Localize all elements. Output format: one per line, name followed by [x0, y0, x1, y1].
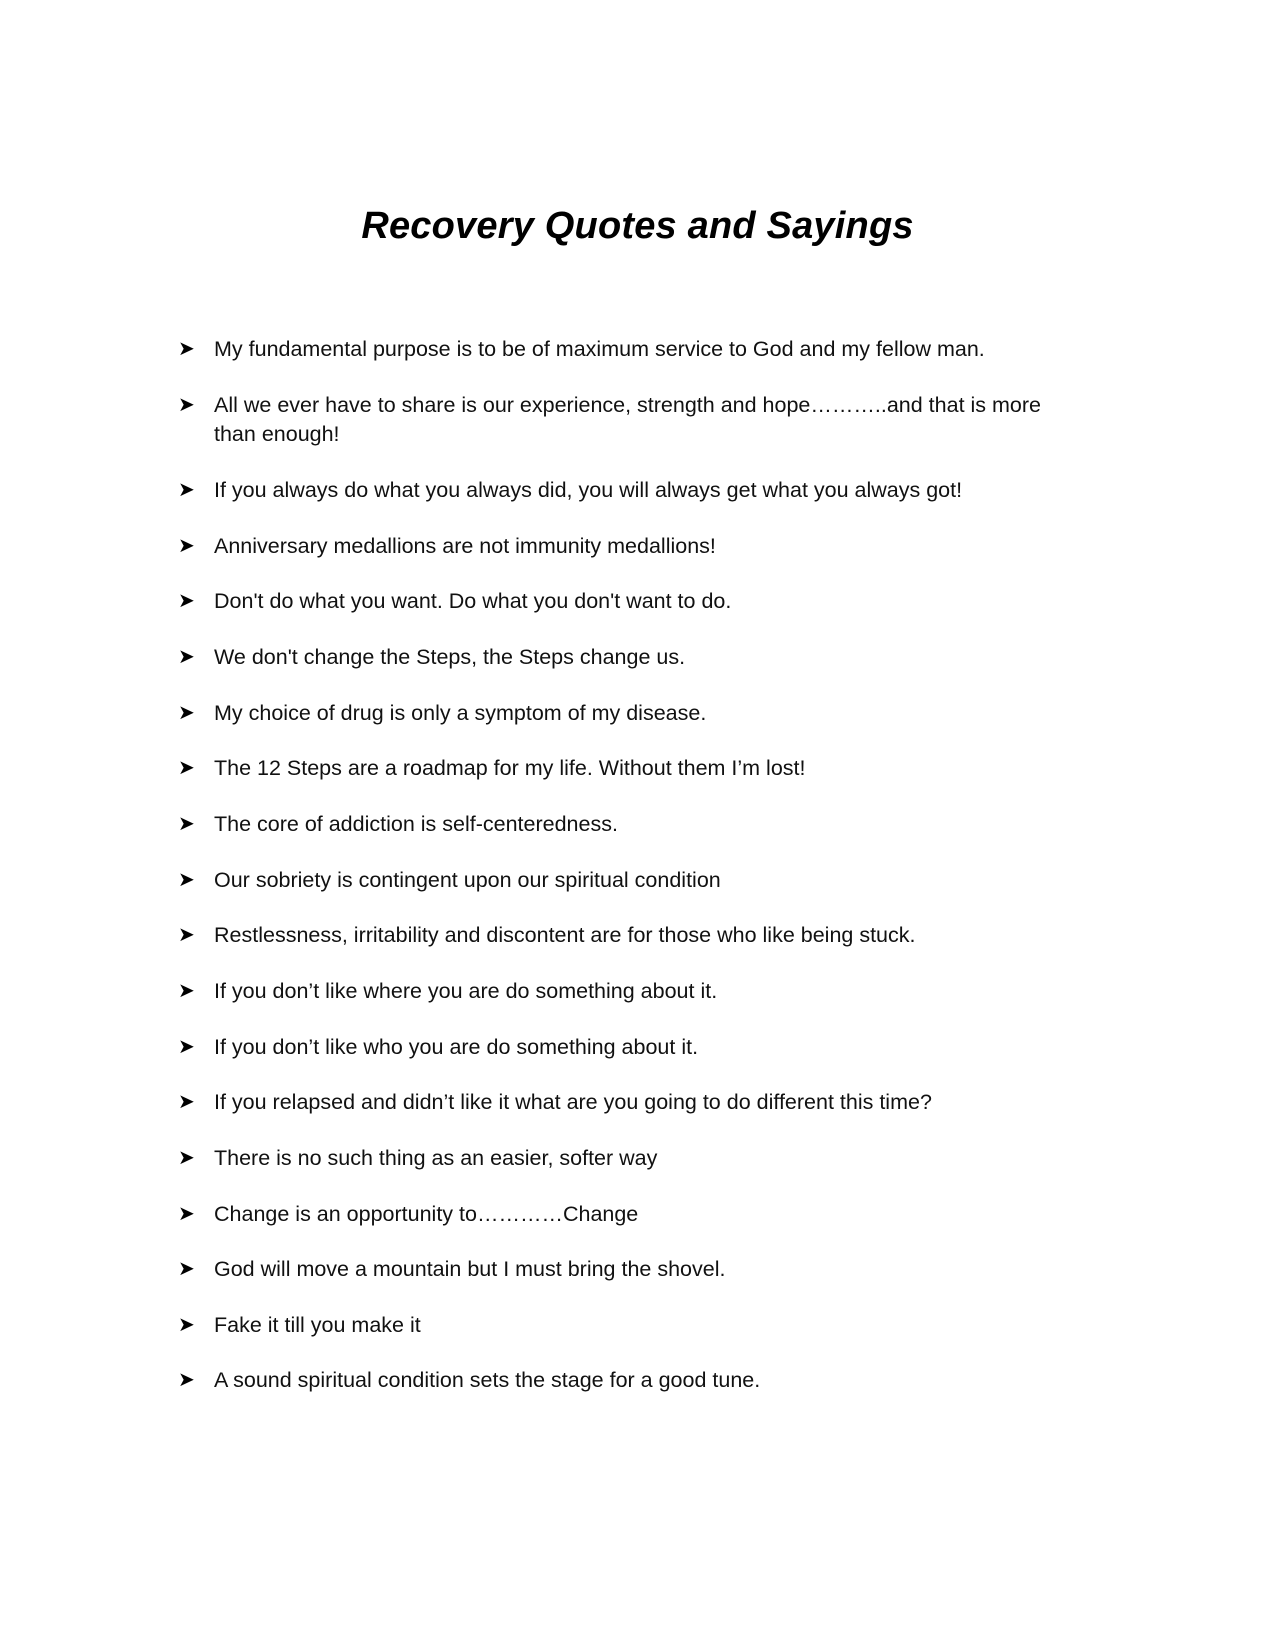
- arrow-bullet-icon: ➤: [178, 699, 195, 724]
- quote-text: Fake it till you make it: [214, 1312, 421, 1337]
- arrow-bullet-icon: ➤: [178, 476, 195, 501]
- quote-text: There is no such thing as an easier, softer way: [214, 1145, 658, 1170]
- quote-text: Don't do what you want. Do what you don't want to do.: [214, 589, 732, 614]
- quote-text: All we ever have to share is our experience, strength and hope………..and that is more than enough!: [214, 392, 1041, 447]
- arrow-bullet-icon: ➤: [178, 336, 195, 360]
- quote-text: Anniversary medallions are not immunity medallions!: [214, 533, 716, 558]
- list-item: [178, 1255, 1078, 1285]
- list-item: [178, 532, 1078, 562]
- list-item: [178, 643, 1078, 673]
- arrow-bullet-icon: ➤: [178, 755, 195, 780]
- arrow-bullet-icon: ➤: [178, 1033, 195, 1058]
- list-item: [178, 754, 1078, 784]
- list-item: [178, 391, 1078, 450]
- list-item: [178, 587, 1078, 617]
- list-item: [178, 1311, 1078, 1341]
- arrow-bullet-icon: ➤: [178, 1367, 195, 1392]
- page-title: Recovery Quotes and Sayings: [361, 205, 914, 248]
- quote-text: The 12 Steps are a roadmap for my life. Without them I’m lost!: [214, 756, 806, 781]
- arrow-bullet-icon: ➤: [178, 532, 195, 557]
- arrow-bullet-icon: ➤: [178, 1089, 195, 1114]
- arrow-bullet-icon: ➤: [178, 810, 195, 835]
- quote-text: If you don’t like where you are do something about it.: [214, 978, 718, 1003]
- list-item: [178, 1144, 1078, 1174]
- list-item: [178, 699, 1078, 729]
- quote-text: If you always do what you always did, you will always get what you always got!: [214, 477, 963, 502]
- arrow-bullet-icon: ➤: [178, 391, 195, 416]
- quote-text: My fundamental purpose is to be of maximum service to God and my fellow man.: [214, 337, 985, 361]
- arrow-bullet-icon: ➤: [178, 922, 195, 947]
- quote-text: Change is an opportunity to…………Change: [214, 1201, 639, 1226]
- list-item: [178, 866, 1078, 896]
- list-item: [178, 476, 1078, 506]
- arrow-bullet-icon: ➤: [178, 643, 195, 668]
- arrow-bullet-icon: ➤: [178, 866, 195, 891]
- quote-text: God will move a mountain but I must bring the shovel.: [214, 1257, 726, 1282]
- quote-list: [178, 335, 1078, 1422]
- arrow-bullet-icon: ➤: [178, 1311, 195, 1336]
- quote-text: If you relapsed and didn’t like it what are you going to do different this time?: [214, 1090, 932, 1115]
- quote-text: A sound spiritual condition sets the stage for a good tune.: [214, 1368, 761, 1393]
- arrow-bullet-icon: ➤: [178, 588, 195, 613]
- arrow-bullet-icon: ➤: [178, 977, 195, 1002]
- quote-text: My choice of drug is only a symptom of my disease.: [214, 700, 707, 725]
- arrow-bullet-icon: ➤: [178, 1144, 195, 1169]
- arrow-bullet-icon: ➤: [178, 1200, 195, 1225]
- list-item: [178, 810, 1078, 840]
- quote-text: The core of addiction is self-centeredness.: [214, 811, 618, 836]
- list-item: [178, 1033, 1078, 1063]
- list-item: [178, 1366, 1078, 1396]
- list-item: [178, 1200, 1078, 1230]
- quote-text: We don't change the Steps, the Steps change us.: [214, 644, 686, 669]
- list-item: [178, 921, 1078, 951]
- list-item: [178, 1088, 1078, 1118]
- arrow-bullet-icon: ➤: [178, 1256, 195, 1281]
- list-item: [178, 977, 1078, 1007]
- quote-text: Restlessness, irritability and discontent are for those who like being stuck.: [214, 923, 916, 948]
- list-item: [178, 335, 1078, 365]
- quote-text: If you don’t like who you are do something about it.: [214, 1034, 699, 1059]
- quote-text: Our sobriety is contingent upon our spiritual condition: [214, 867, 721, 892]
